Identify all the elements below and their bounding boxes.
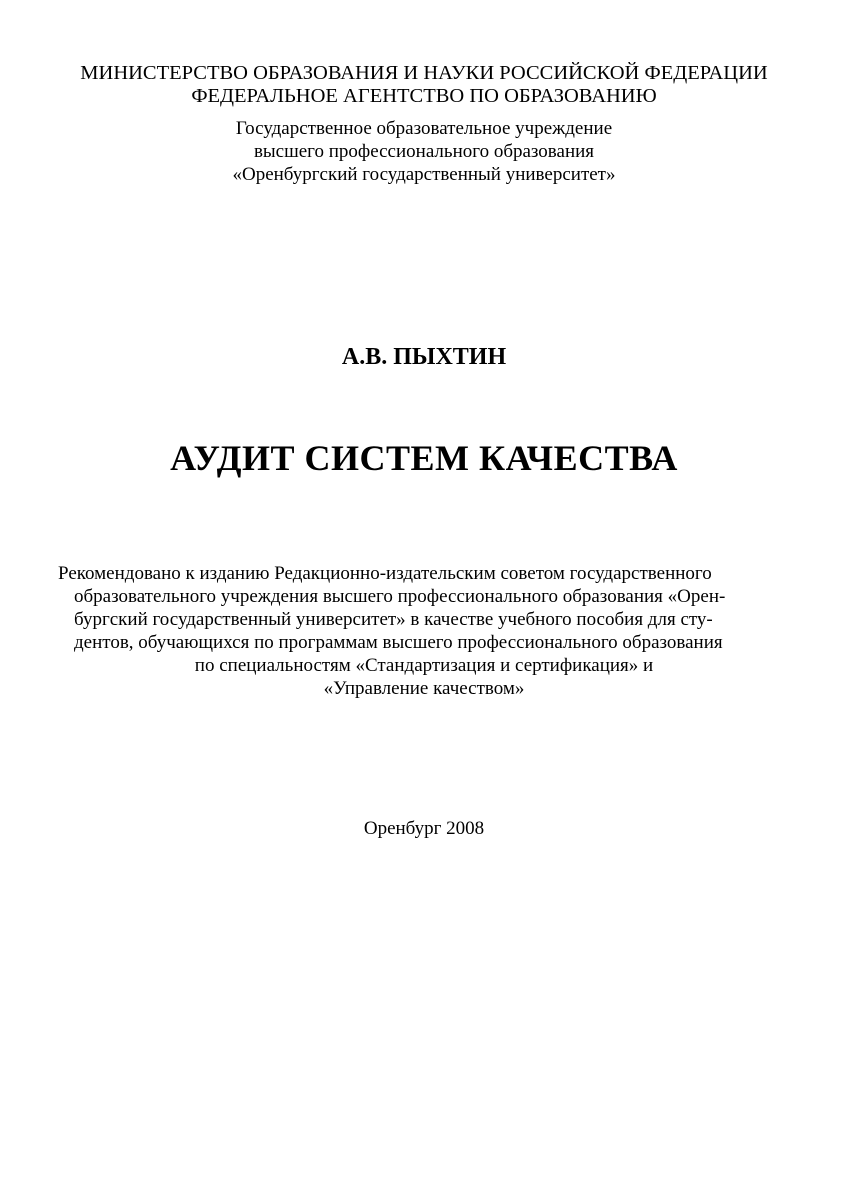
book-title: АУДИТ СИСТЕМ КАЧЕСТВА (170, 438, 678, 478)
institution-type: Государственное образовательное учреждение (235, 118, 613, 139)
recommendation-line-2: образовательного учреждения высшего профессионального образования «Орен- (74, 586, 726, 607)
recommendation-line-6: «Управление качеством» (323, 678, 525, 699)
recommendation-line-3: бургский государственный университет» в качестве учебного пособия для сту- (74, 609, 713, 630)
agency-name: ФЕДЕРАЛЬНОЕ АГЕНТСТВО ПО ОБРАЗОВАНИЮ (191, 85, 657, 107)
recommendation-line-1: Рекомендовано к изданию Редакционно-издательским советом государственного (58, 563, 712, 584)
recommendation-line-5: по специальностям «Стандартизация и сертификация» и (194, 655, 654, 676)
publication-place-year: Оренбург 2008 (363, 818, 485, 839)
ministry-name: МИНИСТЕРСТВО ОБРАЗОВАНИЯ И НАУКИ РОССИЙСКОЙ ФЕДЕРАЦИИ (80, 62, 768, 84)
institution-education-level: высшего профессионального образования (253, 141, 595, 162)
recommendation-line-4: дентов, обучающихся по программам высшего профессионального образования (74, 632, 723, 653)
university-name: «Оренбургский государственный университет» (232, 164, 616, 185)
author-name: А.В. ПЫХТИН (341, 344, 507, 370)
